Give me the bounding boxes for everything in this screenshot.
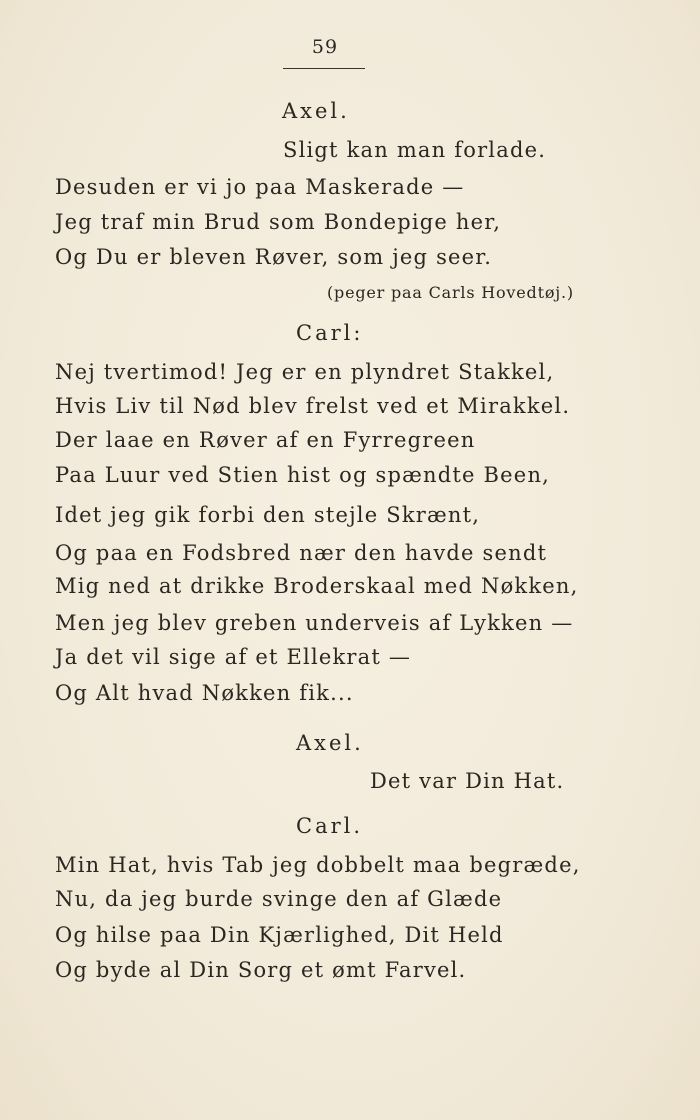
page-number: 59 (311, 36, 339, 58)
verse-line: Idet jeg gik forbi den stejle Skrænt, (55, 503, 481, 527)
verse-line: Mig ned at drikke Broderskaal med Nøkken, (55, 574, 579, 598)
header-rule (283, 68, 365, 69)
verse-line: Nej tvertimod! Jeg er en plyndret Stakkel, (55, 360, 555, 384)
verse-line: Og byde al Din Sorg et ømt Farvel. (55, 958, 467, 982)
verse-line: Og Alt hvad Nøkken fik... (55, 681, 354, 705)
speaker-name: Axel. (296, 731, 364, 755)
verse-line: Og paa en Fodsbred nær den havde sendt (55, 541, 548, 565)
verse-line: Hvis Liv til Nød blev frelst ved et Mirakkel. (55, 394, 571, 418)
verse-line: Min Hat, hvis Tab jeg dobbelt maa begræde, (55, 853, 581, 877)
verse-line: Desuden er vi jo paa Maskerade — (55, 175, 465, 199)
verse-line: Paa Luur ved Stien hist og spændte Been, (55, 463, 551, 487)
stage-direction: (peger paa Carls Hovedtøj.) (327, 283, 574, 302)
verse-line: Men jeg blev greben underveis af Lykken — (55, 611, 574, 635)
speaker-name: Axel. (282, 99, 350, 123)
speaker-name: Carl. (296, 814, 364, 838)
verse-line: Sligt kan man forlade. (283, 138, 547, 162)
speaker-name: Carl: (296, 321, 364, 345)
verse-line: Og Du er bleven Røver, som jeg seer. (55, 245, 493, 269)
verse-line: Ja det vil sige af et Ellekrat — (55, 645, 412, 669)
verse-line: Og hilse paa Din Kjærlighed, Dit Held (55, 923, 504, 947)
verse-line: Jeg traf min Brud som Bondepige her, (55, 210, 502, 234)
verse-line: Nu, da jeg burde svinge den af Glæde (55, 887, 503, 911)
verse-line: Det var Din Hat. (370, 769, 565, 793)
verse-line: Der laae en Røver af en Fyrregreen (55, 428, 476, 452)
